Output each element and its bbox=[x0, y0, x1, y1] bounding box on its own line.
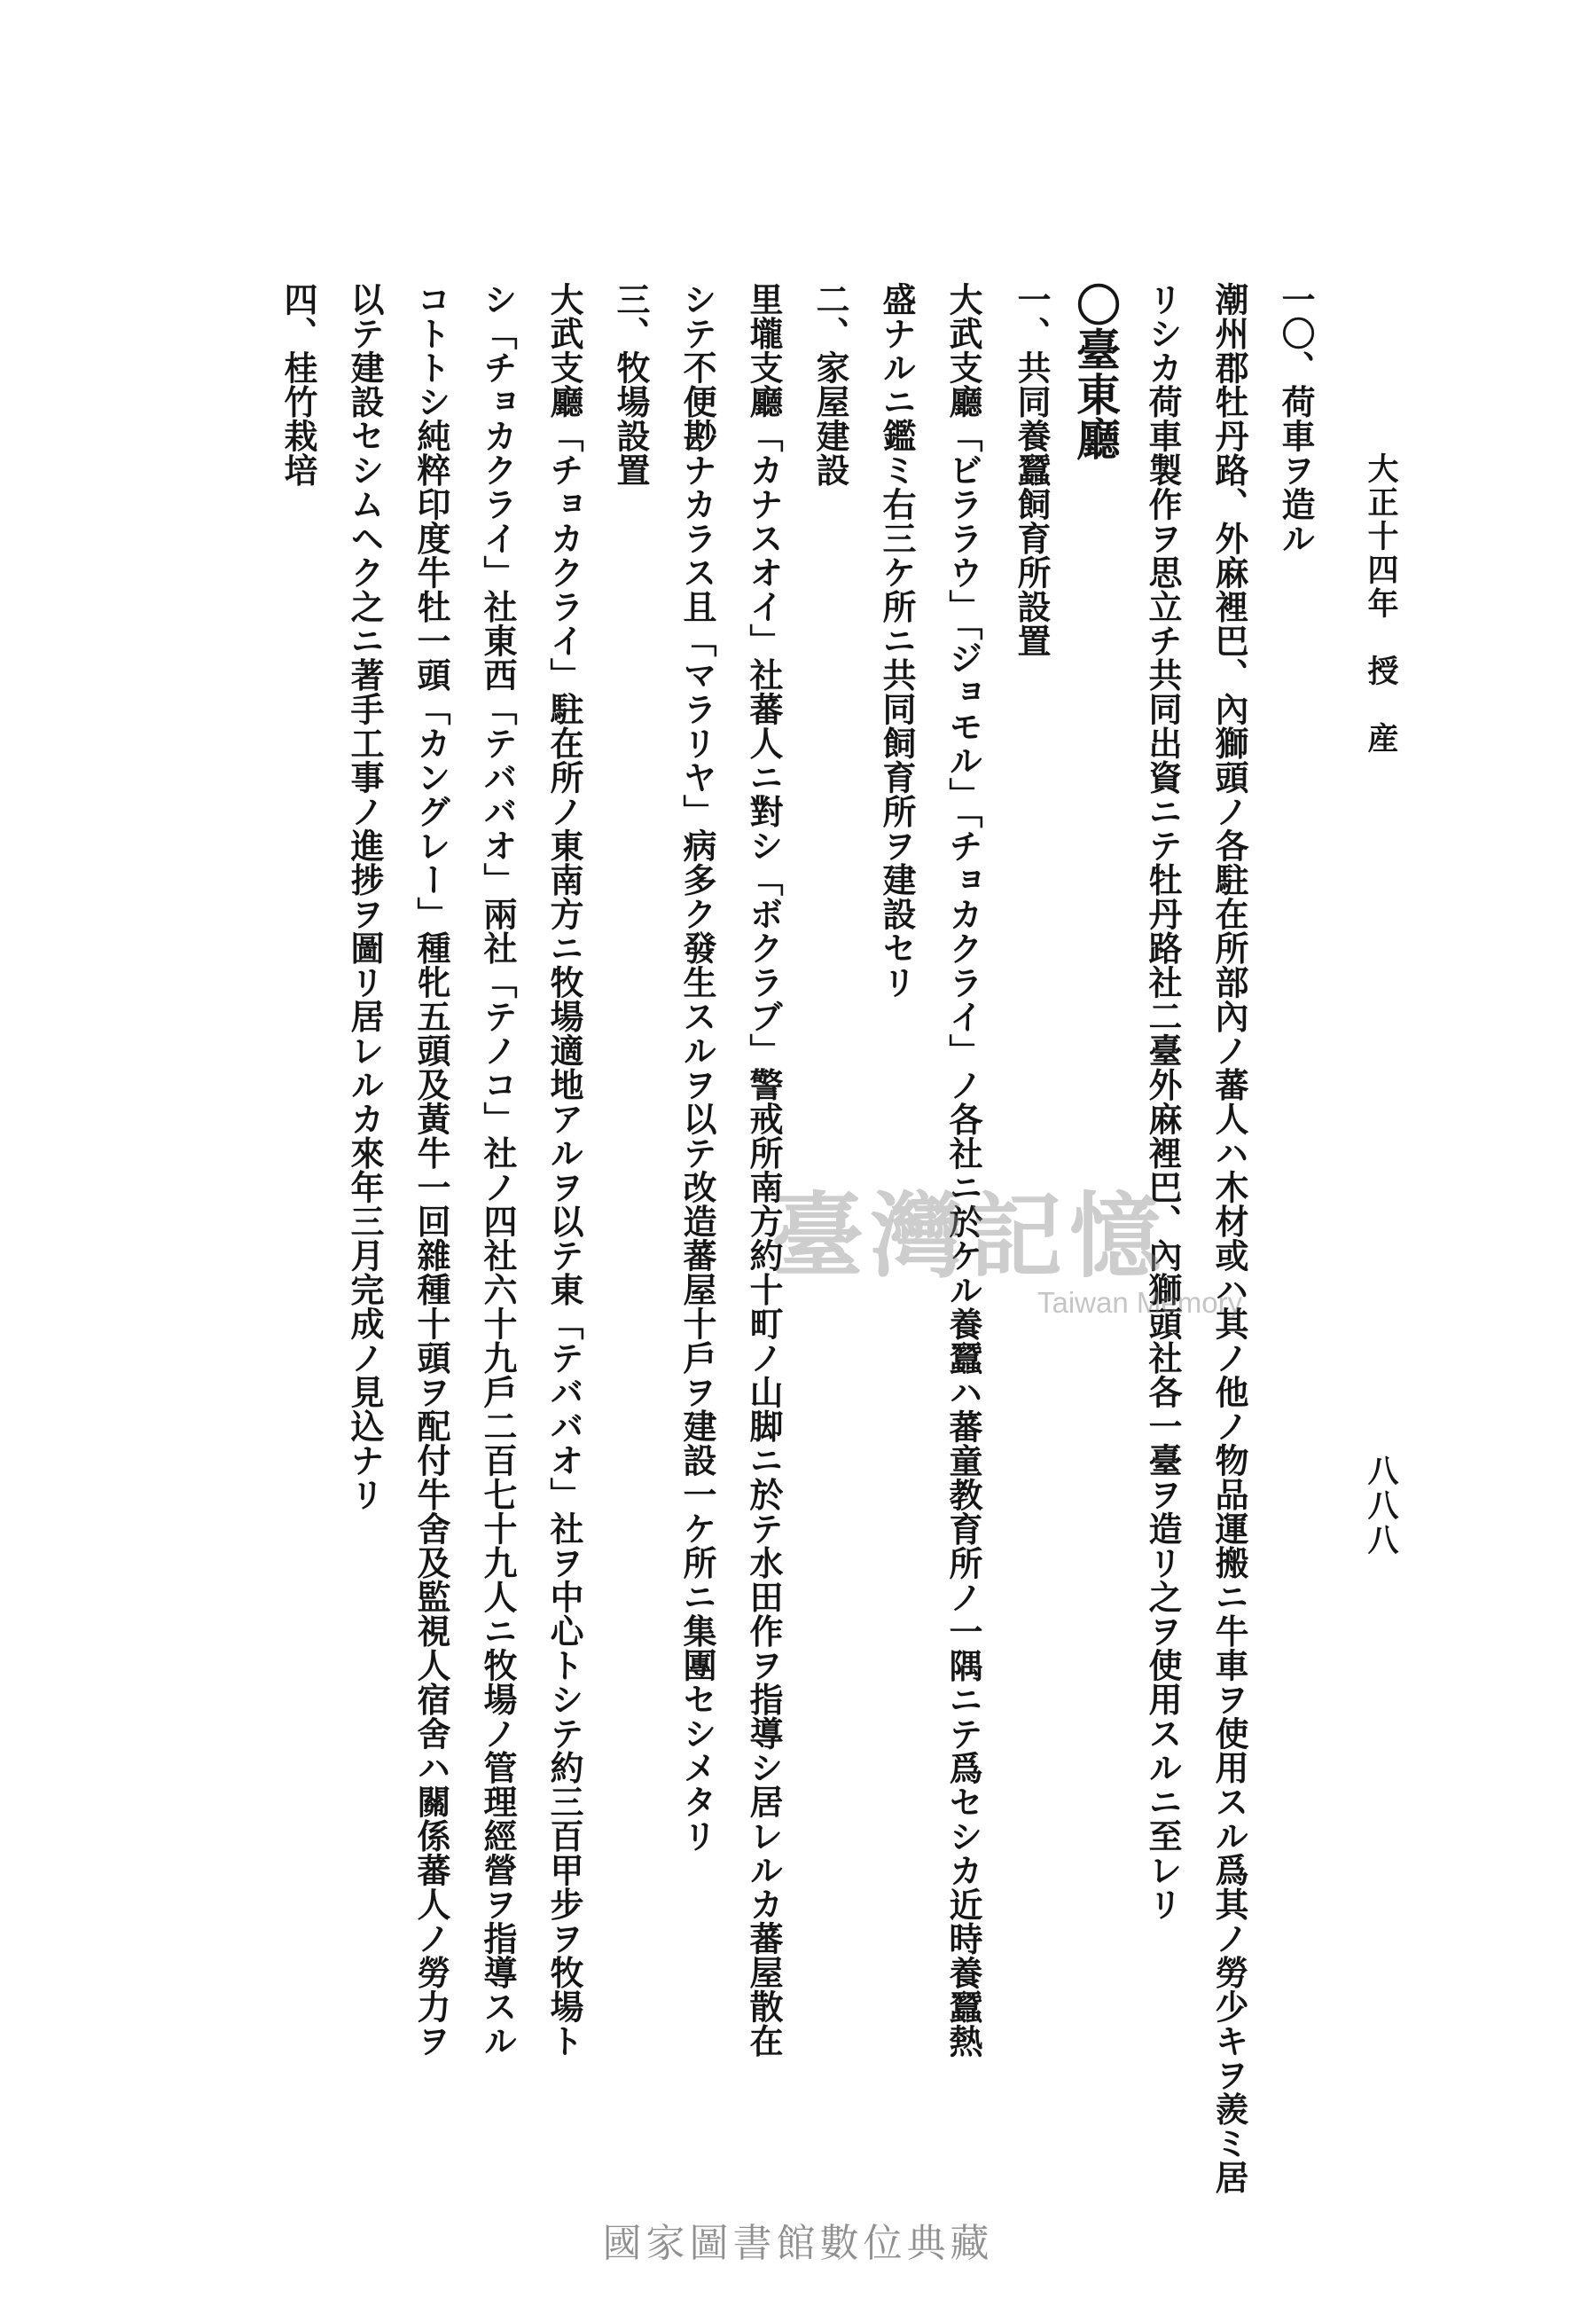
item-heading: 二、家屋建設 bbox=[810, 282, 850, 487]
section-heading: 〇臺東廳 bbox=[1069, 282, 1122, 461]
running-header: 大正十四年 授 産 bbox=[1363, 452, 1399, 756]
body-line: シ「チョカクライ」社東西「テババオ」兩社「テノコ」社ノ四社六十九戶二百七十九人ニ牧場ノ管理經營ヲ指導スル bbox=[478, 282, 518, 2058]
body-line: 以テ建設セシムヘク之ニ著手工事ノ進捗ヲ圖リ居レルカ來年三月完成ノ見込ナリ bbox=[345, 282, 385, 1511]
body-line: 大武支廳「チョカクライ」駐在所ノ東南方ニ牧場適地アルヲ以テ東「テババオ」社ヲ中心トシテ約三百甲步ヲ牧場ト bbox=[544, 282, 584, 2058]
item-heading: 四、桂竹栽培 bbox=[278, 282, 318, 487]
body-line: シテ不便尠ナカラス且「マラリヤ」病多ク發生スルヲ以テ改造蕃屋十戶ヲ建設一ケ所ニ集團セシメタリ bbox=[677, 282, 717, 1853]
body-line: リシカ荷車製作ヲ思立チ共同出資ニテ牡丹路社二臺外麻裡巴、內獅頭社各一臺ヲ造リ之ヲ使用スルニ至レリ bbox=[1143, 282, 1183, 1921]
body-line: コトトシ純粹印度牛牡一頭「カングレー」種牝五頭及黃牛一回雜種十頭ヲ配付牛舍及監視人宿舍ハ關係蕃人ノ勞力ヲ bbox=[411, 282, 451, 2058]
body-line: 潮州郡牡丹路、外麻裡巴、內獅頭ノ各駐在所部內ノ蕃人ハ木材或ハ其ノ他ノ物品運搬ニ牛車ヲ使用スル爲其ノ勞少キヲ羨ミ居 bbox=[1209, 282, 1249, 2194]
item-heading: 一〇、荷車ヲ造ル bbox=[1276, 282, 1316, 555]
body-line: 盛ナルニ鑑ミ右三ケ所ニ共同飼育所ヲ建設セリ bbox=[877, 282, 917, 1000]
watermark-logo bbox=[771, 1162, 1268, 1330]
item-heading: 一、共同養蠶飼育所設置 bbox=[1012, 282, 1052, 658]
body-line: 大武支廳「ビララウ」「ジョモル」「チョカクライ」ノ各社ニ於ケル養蠶ハ蕃童教育所ノ一隅ニテ爲セシカ近時養蠶熱 bbox=[943, 282, 983, 2059]
body-line: 里壠支廳「カナスオイ」社蕃人ニ對シ「ボクラブ」警戒所南方約十町ノ山脚ニ於テ水田作ヲ指導シ居レルカ蕃屋散在 bbox=[744, 282, 784, 2058]
footer-label: 國家圖書館數位典藏 bbox=[602, 2221, 994, 2266]
watermark-text: Taiwan Memory bbox=[1037, 1286, 1243, 1319]
page-number: 八八八 bbox=[1363, 1455, 1399, 1558]
watermark-mark: 臺灣記憶 bbox=[771, 1181, 1170, 1290]
item-heading: 三、牧場設置 bbox=[611, 282, 651, 487]
